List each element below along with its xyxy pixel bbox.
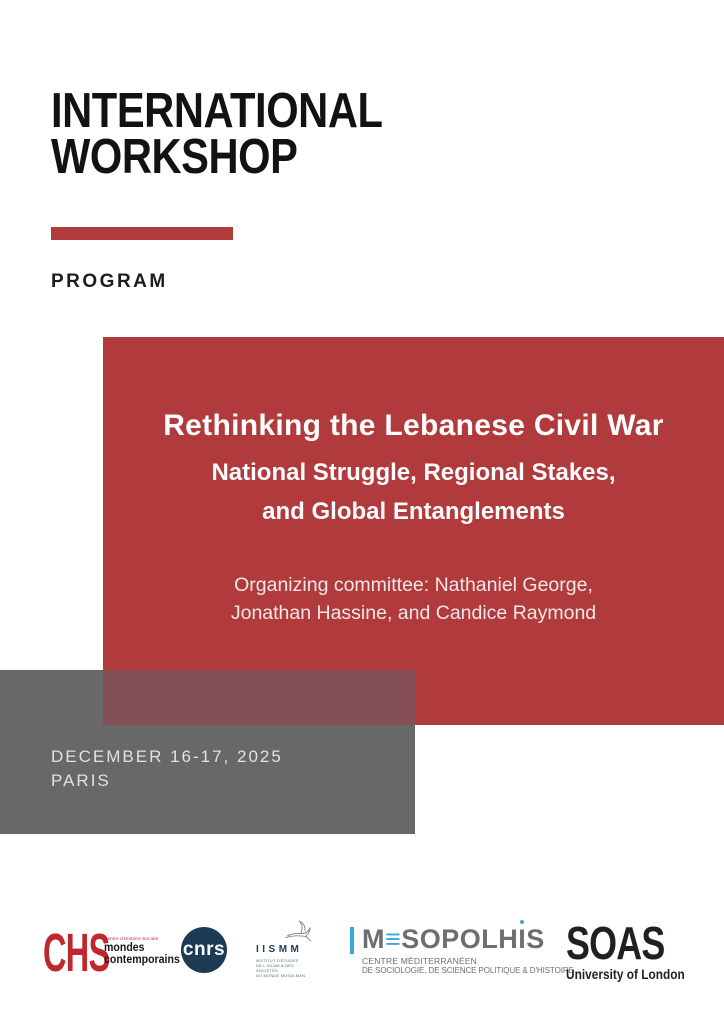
cnrs-wordmark: cnrs (182, 939, 226, 960)
iismm-logo (256, 919, 316, 978)
event-city: PARIS (51, 771, 111, 790)
chs-word-contemporains: contemporains (104, 953, 180, 966)
mesopolhis-caption-line2: DE SOCIOLOGIE, DE SCIENCE POLITIQUE & D'HISTOIRE (362, 966, 574, 975)
soas-logo (566, 917, 701, 982)
chs-logo-text (104, 936, 180, 966)
cnrs-logo (181, 927, 227, 973)
committee-line1: Organizing committee: Nathaniel George, (234, 574, 593, 596)
red-accent-bar (51, 227, 233, 240)
soas-acronym: SOAS (566, 917, 665, 969)
panel-overlap-tint (103, 670, 415, 725)
mesopolhis-rest: SOPOLH (401, 924, 519, 954)
mesopolhis-caption-line1: CENTRE MÉDITERRANÉEN (362, 956, 477, 966)
chs-caption: Centre d'Histoire Sociale (104, 936, 159, 941)
iismm-captions (256, 958, 316, 978)
workshop-title-line1: INTERNATIONAL (51, 84, 383, 138)
event-subtitle (103, 453, 724, 531)
mesopolhis-letter-m: M (362, 924, 385, 954)
mesopolhis-e-glyph: ≡ (385, 924, 402, 954)
soas-caption: University of London (566, 967, 685, 982)
event-title: Rethinking the Lebanese Civil War (163, 409, 664, 442)
organizing-committee (103, 571, 724, 627)
workshop-title-line2: WORKSHOP (51, 130, 298, 184)
mesopolhis-letter-s: S (526, 924, 545, 954)
mesopolhis-captions (362, 957, 574, 975)
event-subtitle-line1: National Struggle, Regional Stakes, (211, 459, 616, 486)
mesopolhis-letter-i: I (518, 924, 526, 954)
event-date: DECEMBER 16-17, 2025 (51, 747, 283, 766)
mesopolhis-blue-bar (350, 927, 354, 954)
iismm-caption-line3: DU MONDE MUSULMAN (256, 973, 306, 978)
program-label: PROGRAM (51, 271, 168, 292)
iismm-caption-line2: DE L'ISLAM & DES SOCIÉTÉS (256, 963, 294, 973)
mesopolhis-logo (350, 926, 574, 975)
iismm-acronym: IISMM (256, 944, 303, 955)
iismm-bird-icon (282, 919, 316, 943)
workshop-title (51, 84, 441, 184)
date-location-block (51, 745, 283, 793)
mesopolhis-logo-text (362, 926, 574, 975)
partner-logos-row (0, 915, 724, 985)
red-title-panel (103, 337, 724, 725)
event-subtitle-line2: and Global Entanglements (262, 498, 565, 525)
chs-word-mondes: mondes (104, 942, 145, 954)
iismm-caption-line1: INSTITUT D'ÉTUDES (256, 958, 299, 963)
committee-line2: Jonathan Hassine, and Candice Raymond (230, 602, 597, 624)
mesopolhis-wordmark (362, 926, 574, 953)
chs-logo: CHS (43, 923, 110, 983)
